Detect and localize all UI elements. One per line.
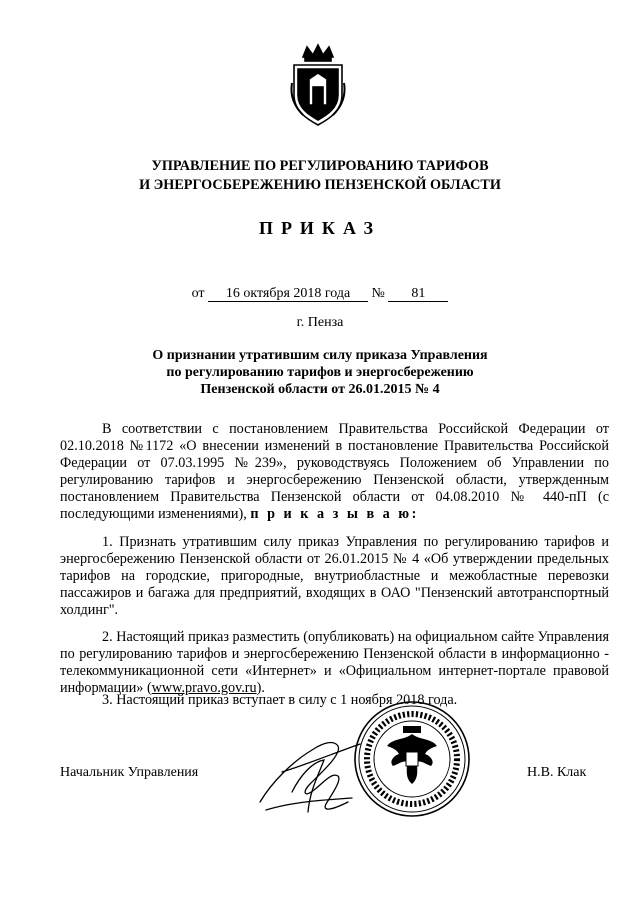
org-line-1: УПРАВЛЕНИЕ ПО РЕГУЛИРОВАНИЮ ТАРИФОВ bbox=[151, 158, 489, 174]
org-line-2: И ЭНЕРГОСБЕРЕЖЕНИЮ ПЕНЗЕНСКОЙ ОБЛАСТИ bbox=[139, 177, 501, 193]
item-2-paragraph bbox=[60, 629, 609, 697]
organization-name bbox=[0, 157, 640, 195]
document-title: ПРИКАЗ bbox=[258, 218, 382, 238]
official-seal-icon bbox=[353, 700, 471, 818]
number-value: 81 bbox=[388, 286, 448, 302]
subject-heading bbox=[0, 347, 640, 398]
preamble-paragraph bbox=[60, 421, 609, 522]
subject-line-2: по регулированию тарифов и энергосбережению bbox=[166, 365, 474, 380]
city: г. Пенза bbox=[296, 315, 344, 330]
item-1-paragraph: 1. Признать утратившим силу приказ Управления по регулированию тарифов и энергосбережению Пензенской области от 26.01.2015 № 4 «Об утверждении предельных тарифов на городские, пригородные, внутриобластные и межобластные перевозки пассажиров и багажа для предприятий, входящих в ОАО "Пензенский автотранспортный холдинг". bbox=[60, 534, 609, 618]
coat-of-arms-icon bbox=[289, 43, 347, 127]
date-prefix: от bbox=[191, 286, 205, 301]
signatory-name: Н.В. Клак bbox=[527, 765, 587, 780]
item-2-end: ). bbox=[256, 679, 265, 696]
date-value: 16 октября 2018 года bbox=[208, 286, 368, 302]
pravo-link[interactable]: www.pravo.gov.ru bbox=[151, 679, 257, 696]
number-prefix: № bbox=[371, 286, 385, 301]
item-3-paragraph: 3. Настоящий приказ вступает в силу с 1 ноября 2018 года. bbox=[102, 692, 458, 708]
order-word: п р и к а з ы в а ю: bbox=[250, 505, 419, 522]
subject-line-3: Пензенской области от 26.01.2015 № 4 bbox=[200, 382, 440, 397]
subject-line-1: О признании утратившим силу приказа Управления bbox=[152, 348, 488, 363]
signatory-position: Начальник Управления bbox=[60, 765, 199, 780]
preamble-text: В соответствии с постановлением Правительства Российской Федерации от 02.10.2018 №1172 «О внесении изменений в постановление Правительства Российской Федерации от 07.03.1995 №239», руководствуясь Положением об Управлении по регулированию тарифов и энергосбережению Пензенской области, утвержденным постановлением Правительства Пензенской области от 04.08.2010 № 440-пП (с последующими изменениями), bbox=[60, 421, 609, 522]
date-number-line bbox=[0, 286, 640, 302]
item-2-text: 2. Настоящий приказ разместить (опубликовать) на официальном сайте Управления по регулированию тарифов и энергосбережению Пензенской области в информационно - телекоммуникационной сети «Интернет» и «Официальном интернет-портале правовой информации» ( bbox=[60, 629, 609, 696]
